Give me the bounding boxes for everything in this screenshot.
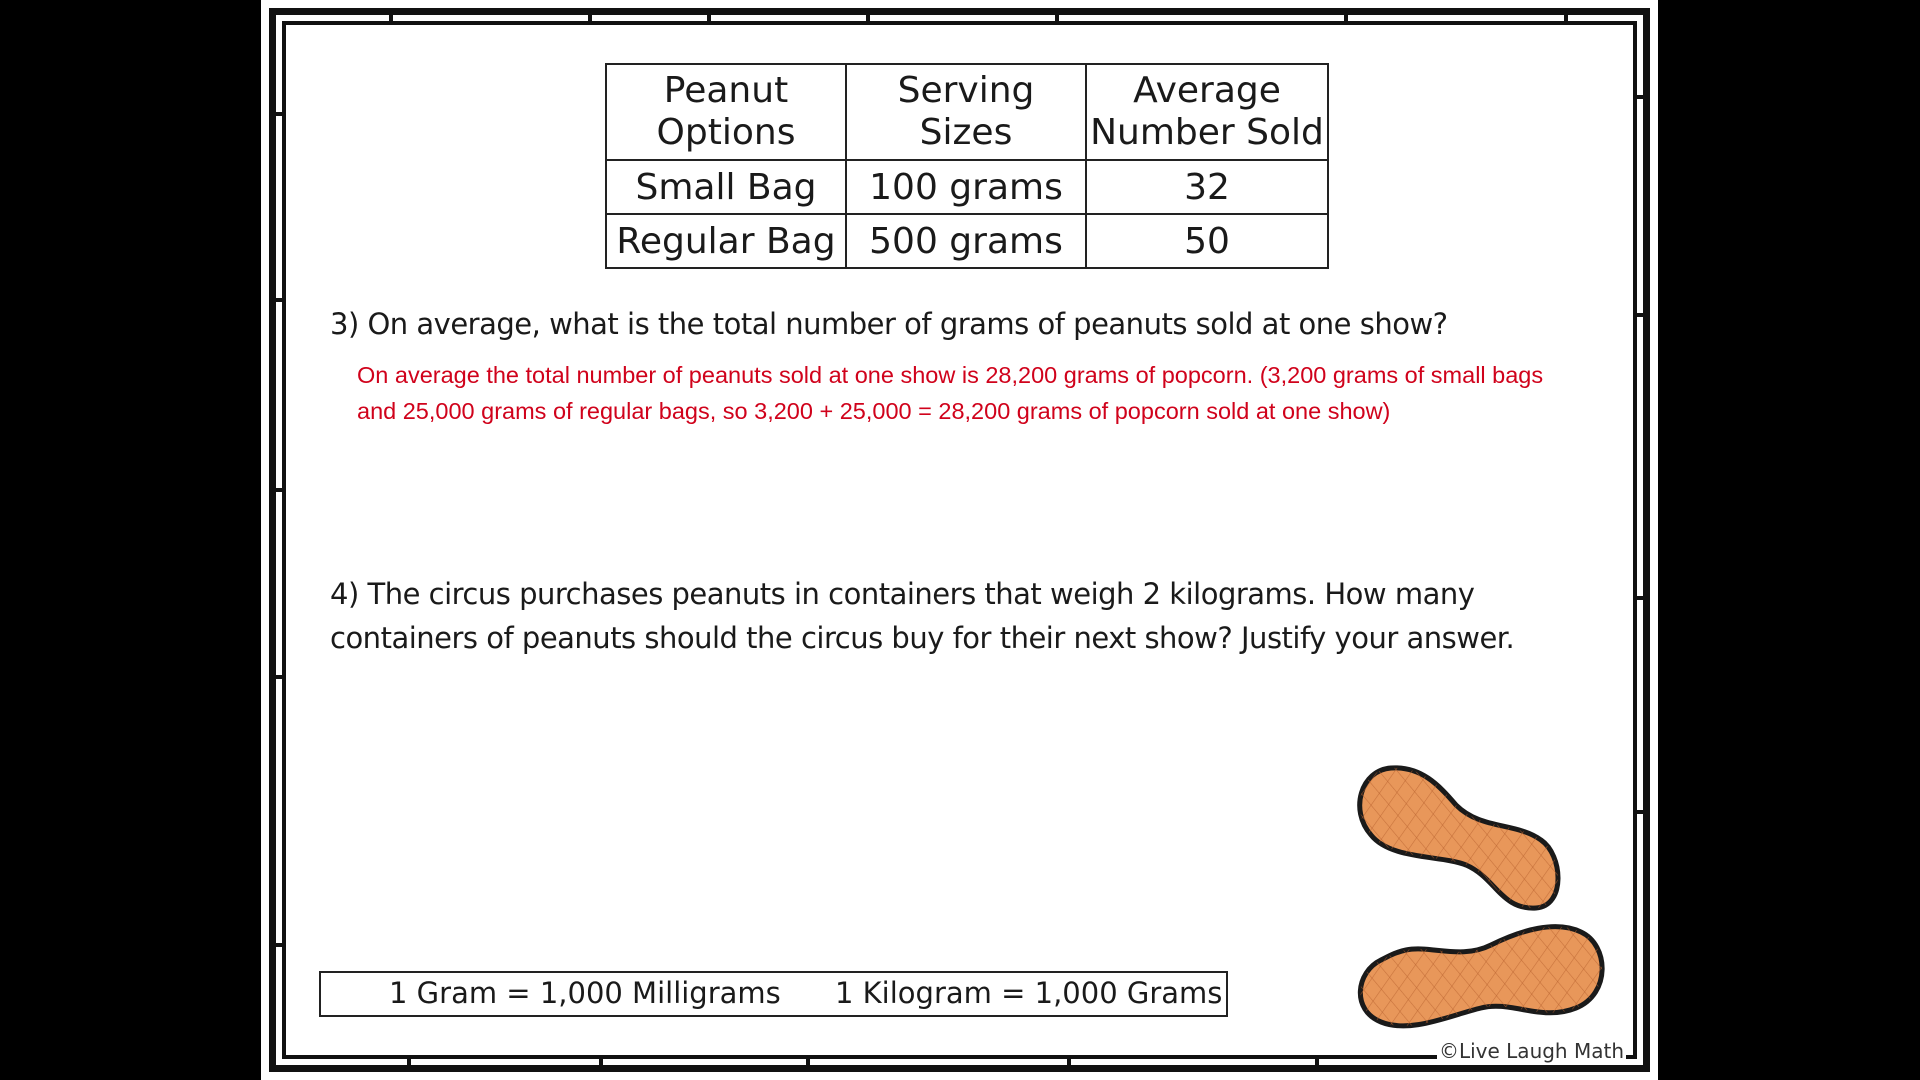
table-cell: Regular Bag	[606, 214, 846, 268]
table-header-cell: Peanut Options	[606, 64, 846, 160]
frame-tick	[588, 8, 592, 25]
table-cell: 100 grams	[846, 160, 1086, 214]
frame-tick	[269, 488, 286, 492]
frame-tick	[269, 112, 286, 116]
peanut-options-table	[605, 63, 1329, 269]
table-cell: Small Bag	[606, 160, 846, 214]
question-3: 3) On average, what is the total number of grams of peanuts sold at one show?	[330, 307, 1448, 341]
copyright-text: ©Live Laugh Math	[1438, 1039, 1624, 1063]
table-row	[606, 214, 1328, 268]
frame-tick	[269, 298, 286, 302]
frame-tick	[1633, 596, 1650, 600]
table-header-cell: Serving Sizes	[846, 64, 1086, 160]
frame-tick	[269, 943, 286, 947]
conversion-gram-mg: 1 Gram = 1,000 Milligrams	[389, 976, 781, 1010]
peanut-top	[1360, 768, 1558, 908]
frame-tick	[1633, 810, 1650, 814]
conversion-box	[319, 971, 1228, 1017]
frame-tick	[1315, 1055, 1319, 1072]
frame-tick	[269, 675, 286, 679]
table-cell: 32	[1086, 160, 1328, 214]
question-4: 4) The circus purchases peanuts in containers that weigh 2 kilograms. How many containers of peanuts should the circus buy for their next show? Justify your answer.	[330, 577, 1515, 655]
frame-tick	[1067, 1055, 1071, 1072]
peanut-bottom	[1360, 927, 1602, 1026]
frame-tick	[1633, 95, 1650, 99]
frame-tick	[1633, 313, 1650, 317]
frame-tick	[599, 1055, 603, 1072]
frame-tick	[389, 8, 393, 25]
frame-tick	[1564, 8, 1568, 25]
table-row	[606, 160, 1328, 214]
frame-tick	[866, 8, 870, 25]
peanut-icon	[1351, 760, 1621, 1040]
table-header-cell: Average Number Sold	[1086, 64, 1328, 160]
frame-tick	[1055, 8, 1059, 25]
frame-tick	[707, 8, 711, 25]
table-cell: 500 grams	[846, 214, 1086, 268]
worksheet-page	[261, 0, 1658, 1080]
answer-3: On average the total number of peanuts sold at one show is 28,200 grams of popcorn. (3,200 grams of small bags and 25,000 grams of regular bags, so 3,200 + 25,000 = 28,200 grams of popcorn sold at one show)	[357, 362, 1544, 424]
table-header-row	[606, 64, 1328, 160]
frame-tick	[806, 1055, 810, 1072]
table-cell: 50	[1086, 214, 1328, 268]
frame-tick	[407, 1055, 411, 1072]
conversion-kg-g: 1 Kilogram = 1,000 Grams	[835, 976, 1223, 1010]
frame-tick	[1344, 8, 1348, 25]
